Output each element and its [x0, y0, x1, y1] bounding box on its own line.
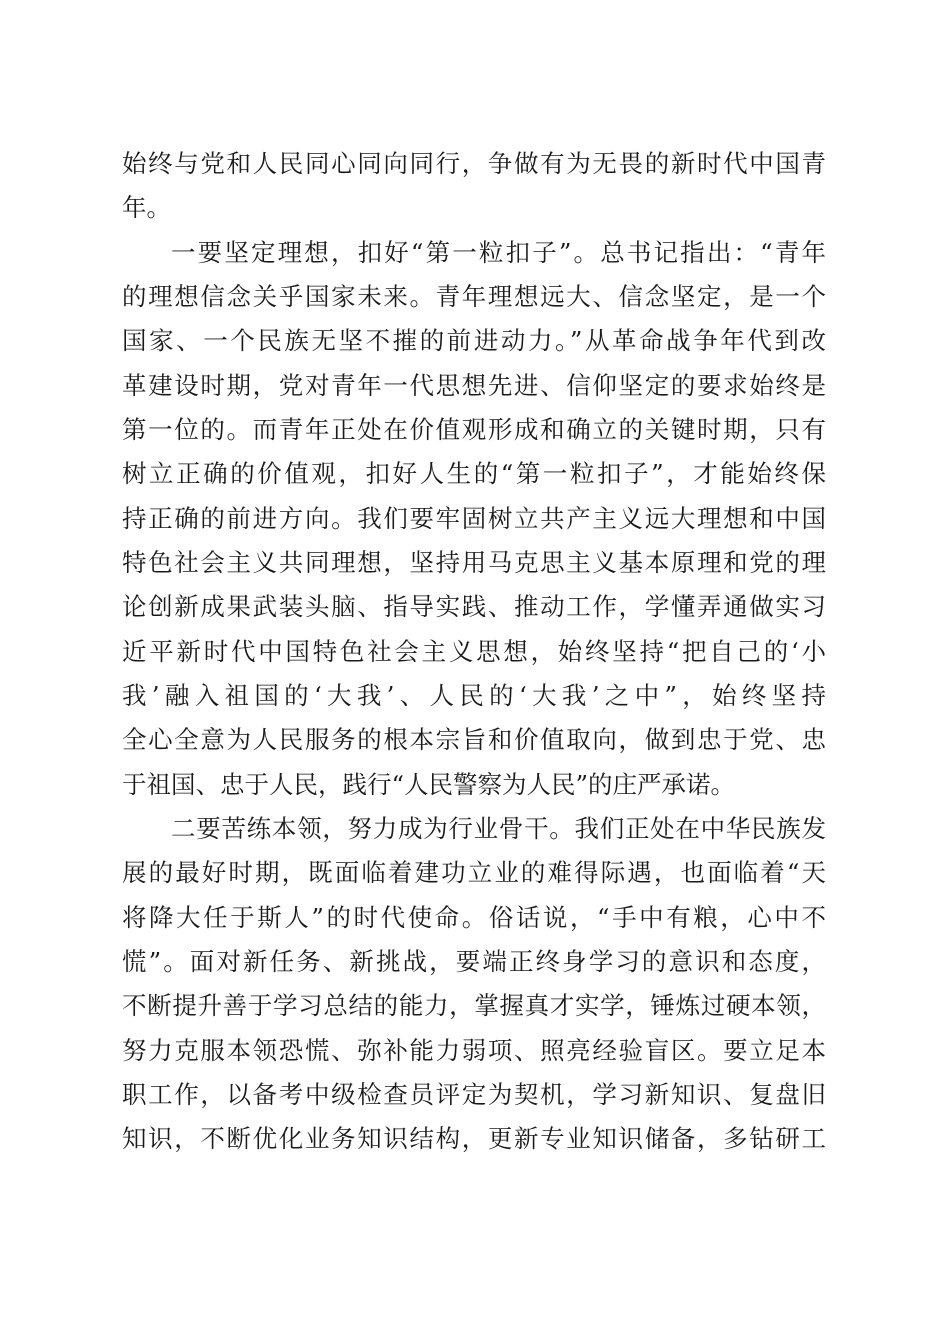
text-line: 职工作，以备考中级检查员评定为契机，学习新知识、复盘旧	[122, 1079, 826, 1109]
text-line: 知识，不断优化业务知识结构，更新专业知识储备，多钻研工	[122, 1124, 826, 1154]
text-line: 近平新时代中国特色社会主义思想，始终坚持“把自己的‘小	[122, 636, 826, 666]
text-line: 慌”。面对新任务、新挑战，要端正终身学习的意识和态度，	[122, 946, 826, 976]
text-line: 第一位的。而青年正处在价值观形成和确立的关键时期，只有	[122, 414, 826, 444]
text-line: 的理想信念关乎国家未来。青年理想远大、信念坚定，是一个	[122, 281, 826, 311]
text-line: 展的最好时期，既面临着建功立业的难得际遇，也面临着“天	[122, 858, 826, 888]
paragraph-first-line: 一要坚定理想，扣好“第一粒扣子”。总书记指出：“青年	[171, 237, 826, 267]
paragraph-first-line: 二要苦练本领，努力成为行业骨干。我们正处在中华民族发	[171, 813, 826, 843]
text-line: 我’融入祖国的‘大我’、人民的‘大我’之中”，始终坚持	[122, 680, 826, 710]
text-line: 年。	[122, 193, 171, 223]
text-line: 论创新成果武装头脑、指导实践、推动工作，学懂弄通做实习	[122, 592, 826, 622]
text-line: 努力克服本领恐慌、弥补能力弱项、照亮经验盲区。要立足本	[122, 1035, 826, 1065]
text-line: 于祖国、忠于人民，践行“人民警察为人民”的庄严承诺。	[122, 769, 736, 799]
text-line: 国家、一个民族无坚不摧的前进动力。”从革命战争年代到改	[122, 326, 826, 356]
text-line: 全心全意为人民服务的根本宗旨和价值取向，做到忠于党、忠	[122, 725, 826, 755]
text-line: 革建设时期，党对青年一代思想先进、信仰坚定的要求始终是	[122, 370, 826, 400]
text-line: 不断提升善于学习总结的能力，掌握真才实学，锤炼过硬本领，	[122, 991, 826, 1021]
text-line: 始终与党和人民同心同向同行，争做有为无畏的新时代中国青	[122, 149, 826, 178]
body-text	[122, 142, 826, 1162]
text-line: 特色社会主义共同理想，坚持用马克思主义基本原理和党的理	[122, 547, 826, 577]
text-line: 持正确的前进方向。我们要牢固树立共产主义远大理想和中国	[122, 503, 826, 533]
text-line: 将降大任于斯人”的时代使命。俗话说，“手中有粮，心中不	[122, 902, 826, 932]
text-line: 树立正确的价值观，扣好人生的“第一粒扣子”，才能始终保	[122, 459, 826, 489]
